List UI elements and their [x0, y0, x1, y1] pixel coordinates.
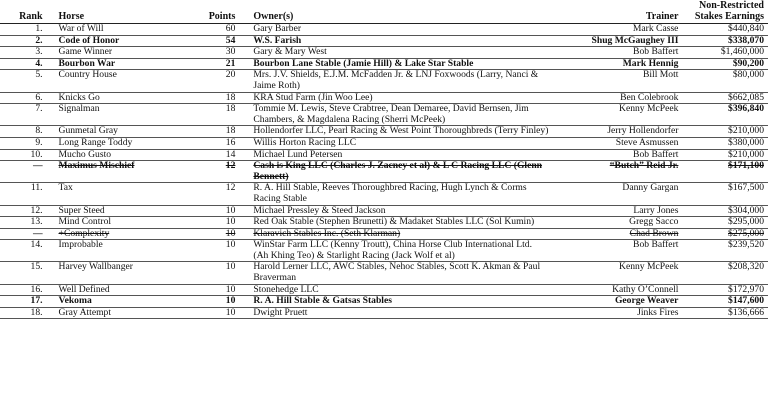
owners-cell: Gary Barber	[247, 24, 551, 36]
trainer-cell: Bob Baffert	[551, 149, 684, 161]
points-cell: 10	[199, 296, 247, 308]
horse-cell: Vekoma	[52, 296, 199, 308]
earnings-cell: $136,666	[684, 307, 768, 319]
points-cell: 18	[199, 104, 247, 126]
earnings-cell: $80,000	[684, 70, 768, 92]
table-row	[0, 70, 768, 92]
trainer-cell: Kenny McPeek	[551, 262, 684, 284]
owners-cell: Willis Horton Racing LLC	[247, 137, 551, 149]
table-row	[0, 137, 768, 149]
owners-cell: R. A. Hill Stable & Gatsas Stables	[247, 296, 551, 308]
points-cell: 20	[199, 70, 247, 92]
owners-cell: Bourbon Lane Stable (Jamie Hill) & Lake Star Stable	[247, 58, 551, 70]
earnings-cell: $210,000	[684, 126, 768, 138]
horse-cell: Mind Control	[52, 217, 199, 229]
table-row	[0, 205, 768, 217]
earnings-header	[684, 0, 768, 24]
earnings-header-line1: Non-Restricted	[699, 0, 764, 11]
earnings-cell: $208,320	[684, 262, 768, 284]
trainer-cell: Mark Casse	[551, 24, 684, 36]
points-cell: 60	[199, 24, 247, 36]
earnings-cell: $380,000	[684, 137, 768, 149]
owners-cell: Stonehedge LLC	[247, 284, 551, 296]
horse-cell: Bourbon War	[52, 58, 199, 70]
rank-cell: 9.	[0, 137, 52, 149]
owners-cell: Red Oak Stable (Stephen Brunetti) & Madaket Stables LLC (Sol Kumin)	[247, 217, 551, 229]
trainer-header: Trainer	[551, 0, 684, 24]
owners-cell: W.S. Farish	[247, 35, 551, 47]
owners-cell: KRA Stud Farm (Jin Woo Lee)	[247, 92, 551, 104]
earnings-cell: $1,460,000	[684, 47, 768, 59]
table-row	[0, 307, 768, 319]
trainer-cell: “Butch” Reid Jr.	[551, 161, 684, 183]
table-row	[0, 161, 768, 183]
trainer-cell: Shug McGaughey III	[551, 35, 684, 47]
earnings-header-line2: Stakes Earnings	[694, 11, 764, 22]
table-row	[0, 104, 768, 126]
owners-cell: Gary & Mary West	[247, 47, 551, 59]
trainer-cell: Jerry Hollendorfer	[551, 126, 684, 138]
earnings-cell: $171,100	[684, 161, 768, 183]
earnings-cell: $396,840	[684, 104, 768, 126]
horse-cell: Game Winner	[52, 47, 199, 59]
earnings-cell: $275,000	[684, 228, 768, 240]
horse-cell: Country House	[52, 70, 199, 92]
owners-cell: WinStar Farm LLC (Kenny Troutt), China Horse Club International Ltd. (Ah Khing Teo) & Starlight Racing (Jack Wolf et al)	[247, 240, 551, 262]
trainer-cell: Ben Colebrook	[551, 92, 684, 104]
trainer-cell: Bob Baffert	[551, 240, 684, 262]
rank-cell: 13.	[0, 217, 52, 229]
rank-cell: 14.	[0, 240, 52, 262]
horse-cell: Super Steed	[52, 205, 199, 217]
rank-cell: 5.	[0, 70, 52, 92]
horse-cell: Improbable	[52, 240, 199, 262]
earnings-cell: $440,840	[684, 24, 768, 36]
owners-cell: Michael Lund Petersen	[247, 149, 551, 161]
points-cell: 18	[199, 126, 247, 138]
header-row	[0, 0, 768, 24]
points-cell: 10	[199, 262, 247, 284]
rank-cell: —	[0, 161, 52, 183]
points-cell: 10	[199, 217, 247, 229]
table-row	[0, 296, 768, 308]
trainer-cell: Larry Jones	[551, 205, 684, 217]
table-row	[0, 262, 768, 284]
rank-cell: 17.	[0, 296, 52, 308]
points-cell: 10	[199, 284, 247, 296]
rank-cell: 6.	[0, 92, 52, 104]
trainer-cell: Gregg Sacco	[551, 217, 684, 229]
rank-cell: 2.	[0, 35, 52, 47]
table-row	[0, 240, 768, 262]
trainer-cell: Kathy O’Connell	[551, 284, 684, 296]
earnings-cell: $167,500	[684, 183, 768, 205]
owners-cell: Mrs. J.V. Shields, E.J.M. McFadden Jr. & LNJ Foxwoods (Larry, Nanci & Jaime Roth)	[247, 70, 551, 92]
trainer-cell: Chad Brown	[551, 228, 684, 240]
rank-cell: 15.	[0, 262, 52, 284]
horse-cell: Tax	[52, 183, 199, 205]
earnings-cell: $147,600	[684, 296, 768, 308]
trainer-cell: Kenny McPeek	[551, 104, 684, 126]
owners-cell: R. A. Hill Stable, Reeves Thoroughbred Racing, Hugh Lynch & Corms Racing Stable	[247, 183, 551, 205]
points-cell: 30	[199, 47, 247, 59]
rank-cell: 16.	[0, 284, 52, 296]
earnings-cell: $338,070	[684, 35, 768, 47]
rank-cell: 3.	[0, 47, 52, 59]
table-row	[0, 126, 768, 138]
owners-header: Owner(s)	[247, 0, 551, 24]
rank-cell: 8.	[0, 126, 52, 138]
points-cell: 54	[199, 35, 247, 47]
trainer-cell: Jinks Fires	[551, 307, 684, 319]
trainer-cell: Bill Mott	[551, 70, 684, 92]
horse-cell: War of Will	[52, 24, 199, 36]
trainer-cell: Bob Baffert	[551, 47, 684, 59]
table-row	[0, 217, 768, 229]
horse-cell: Harvey Wallbanger	[52, 262, 199, 284]
table-row	[0, 47, 768, 59]
trainer-cell: George Weaver	[551, 296, 684, 308]
rank-cell: 7.	[0, 104, 52, 126]
rank-header: Rank	[0, 0, 52, 24]
horse-cell: +Complexity	[52, 228, 199, 240]
horse-header: Horse	[52, 0, 199, 24]
trainer-cell: Danny Gargan	[551, 183, 684, 205]
earnings-cell: $295,000	[684, 217, 768, 229]
trainer-cell: Steve Asmussen	[551, 137, 684, 149]
owners-cell: Klaravich Stables Inc. (Seth Klarman)	[247, 228, 551, 240]
horse-cell: Signalman	[52, 104, 199, 126]
rank-cell: 18.	[0, 307, 52, 319]
points-cell: 18	[199, 92, 247, 104]
owners-cell: Harold Lerner LLC, AWC Stables, Nehoc Stables, Scott K. Akman & Paul Braverman	[247, 262, 551, 284]
horse-cell: Code of Honor	[52, 35, 199, 47]
points-cell: 10	[199, 228, 247, 240]
table-row	[0, 24, 768, 36]
points-cell: 10	[199, 240, 247, 262]
owners-cell: Hollendorfer LLC, Pearl Racing & West Point Thoroughbreds (Terry Finley)	[247, 126, 551, 138]
owners-cell: Dwight Pruett	[247, 307, 551, 319]
points-header: Points	[199, 0, 247, 24]
horse-cell: Mucho Gusto	[52, 149, 199, 161]
points-cell: 16	[199, 137, 247, 149]
owners-cell: Tommie M. Lewis, Steve Crabtree, Dean Demaree, David Bernsen, Jim Chambers, & Magdalena Racing (Sherri McPeek)	[247, 104, 551, 126]
points-cell: 12	[199, 161, 247, 183]
table-row	[0, 228, 768, 240]
table-row	[0, 35, 768, 47]
rank-cell: 4.	[0, 58, 52, 70]
points-cell: 14	[199, 149, 247, 161]
trainer-cell: Mark Hennig	[551, 58, 684, 70]
owners-cell: Cash is King LLC (Charles J. Zacney et al) & L C Racing LLC (Glenn Bennett)	[247, 161, 551, 183]
rank-cell: 11.	[0, 183, 52, 205]
table-row	[0, 58, 768, 70]
earnings-cell: $304,000	[684, 205, 768, 217]
table-row	[0, 183, 768, 205]
points-cell: 10	[199, 205, 247, 217]
table-row	[0, 92, 768, 104]
rank-cell: 10.	[0, 149, 52, 161]
horse-cell: Maximus Mischief	[52, 161, 199, 183]
table-body	[0, 24, 768, 319]
rank-cell: —	[0, 228, 52, 240]
earnings-cell: $239,520	[684, 240, 768, 262]
earnings-cell: $210,000	[684, 149, 768, 161]
horse-cell: Gunmetal Gray	[52, 126, 199, 138]
horse-cell: Gray Attempt	[52, 307, 199, 319]
horse-cell: Long Range Toddy	[52, 137, 199, 149]
points-cell: 10	[199, 307, 247, 319]
horse-cell: Well Defined	[52, 284, 199, 296]
points-cell: 12	[199, 183, 247, 205]
earnings-cell: $172,970	[684, 284, 768, 296]
table-row	[0, 284, 768, 296]
horse-cell: Knicks Go	[52, 92, 199, 104]
rank-cell: 12.	[0, 205, 52, 217]
points-cell: 21	[199, 58, 247, 70]
earnings-cell: $90,200	[684, 58, 768, 70]
table-row	[0, 149, 768, 161]
earnings-cell: $662,085	[684, 92, 768, 104]
owners-cell: Michael Pressley & Steed Jackson	[247, 205, 551, 217]
rank-cell: 1.	[0, 24, 52, 36]
